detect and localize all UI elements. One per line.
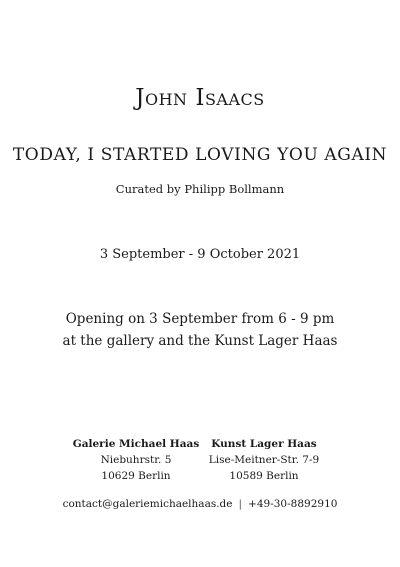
opening-line-1: Opening on 3 September from 6 - 9 pm [65, 311, 335, 327]
venue-street: Lise-Meitner-Str. 7-9 [208, 454, 320, 466]
exhibition-title: TODAY, I STARTED LOVING YOU AGAIN [12, 145, 388, 165]
contact-separator: | [238, 498, 243, 510]
venue-street: Niebuhrstr. 5 [100, 454, 172, 466]
contact-line [0, 497, 400, 511]
venue-name: Kunst Lager Haas [211, 438, 317, 450]
opening-line-2: at the gallery and the Kunst Lager Haas [62, 333, 338, 349]
venue-kunst-lager-haas [200, 436, 328, 484]
venue-city: 10629 Berlin [101, 470, 171, 482]
contact-email[interactable]: contact@galeriemichaelhaas.de [62, 498, 233, 510]
artist-name: John Isaacs [135, 85, 265, 111]
venue-city: 10589 Berlin [229, 470, 299, 482]
venue-name: Galerie Michael Haas [72, 438, 200, 450]
opening-info [0, 308, 400, 352]
contact-phone[interactable]: +49-30-8892910 [248, 498, 338, 510]
curator-credit: Curated by Philipp Bollmann [115, 182, 285, 196]
venue-galerie-michael-haas [68, 436, 204, 484]
exhibition-dates: 3 September - 9 October 2021 [99, 247, 301, 262]
